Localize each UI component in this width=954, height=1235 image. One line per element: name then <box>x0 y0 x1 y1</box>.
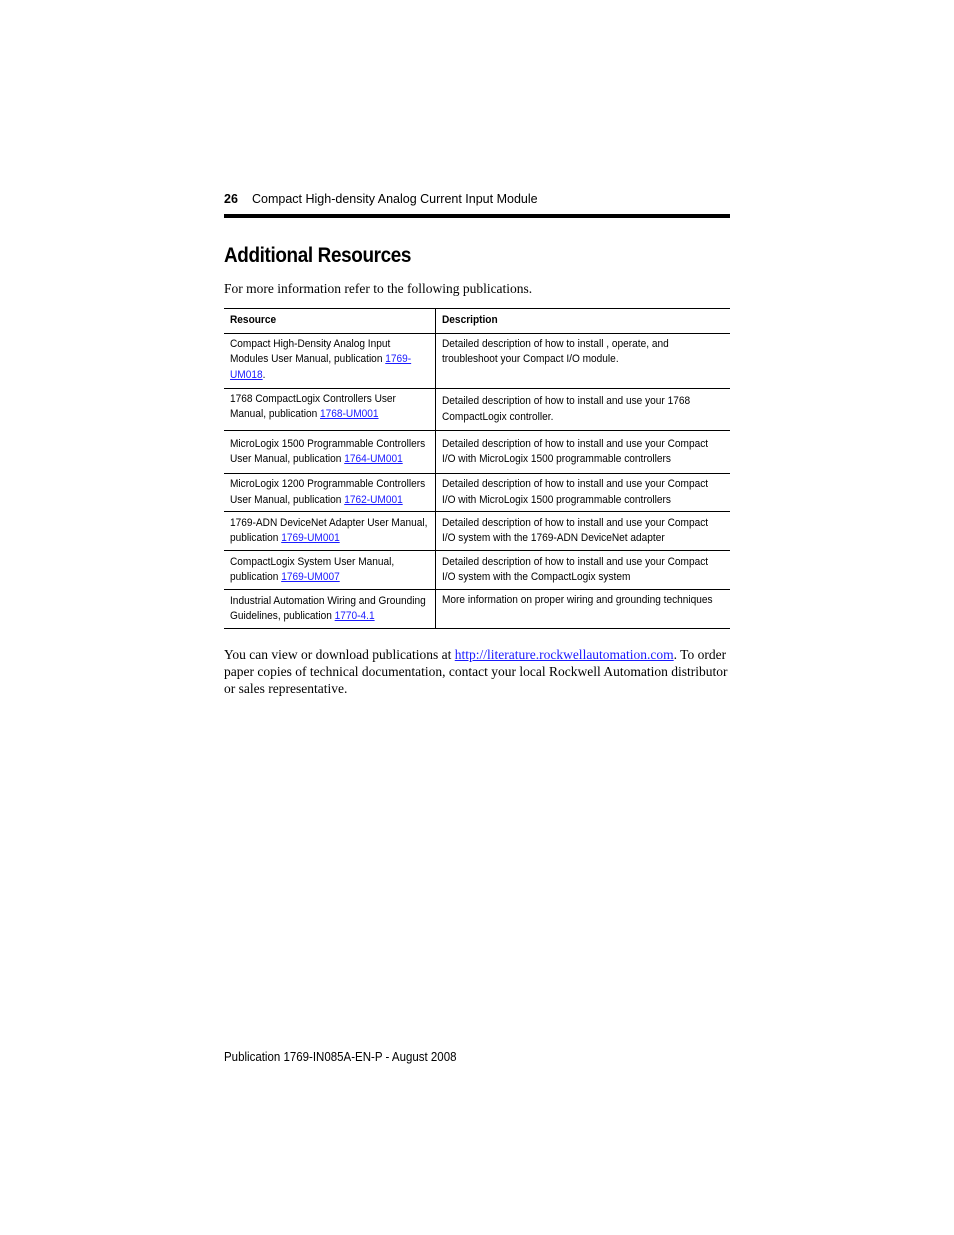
description-cell: Detailed description of how to install and use your Compact I/O system with the 1769-ADN DeviceNet adapter <box>436 512 731 551</box>
resource-cell: MicroLogix 1500 Programmable Controllers User Manual, publication 1764-UM001 <box>224 431 436 474</box>
publication-link[interactable]: 1770-4.1 <box>334 610 375 622</box>
table-row <box>224 551 730 590</box>
publication-footer: Publication 1769-IN085A-EN-P - August 2008 <box>224 1050 457 1064</box>
description-cell: Detailed description of how to install and use your Compact I/O with MicroLogix 1500 programmable controllers <box>436 431 731 474</box>
publication-link[interactable]: 1764-UM001 <box>344 453 403 465</box>
table-row <box>224 512 730 551</box>
description-cell: Detailed description of how to install and use your Compact I/O with MicroLogix 1500 programmable controllers <box>436 474 731 512</box>
resource-cell: MicroLogix 1200 Programmable Controllers User Manual, publication 1762-UM001 <box>224 474 436 512</box>
table-row <box>224 590 730 629</box>
publication-link[interactable]: 1769-UM007 <box>281 571 340 583</box>
column-header-resource: Resource <box>224 309 436 334</box>
description-cell: More information on proper wiring and grounding techniques <box>436 590 731 629</box>
table-row <box>224 474 730 512</box>
closing-paragraph: You can view or download publications at http://literature.rockwellautomation.com. To order paper copies of technical documentation, contact your local Rockwell Automation distributor or sales representative. <box>224 647 728 696</box>
resources-table <box>224 308 730 629</box>
publication-link[interactable]: 1769-UM001 <box>281 532 340 544</box>
resource-cell: 1768 CompactLogix Controllers User Manual, publication 1768-UM001 <box>224 389 436 431</box>
description-cell: Detailed description of how to install , operate, and troubleshoot your Compact I/O module. <box>436 334 731 389</box>
running-title: Compact High-density Analog Current Input Module <box>252 192 538 206</box>
table-row <box>224 389 730 431</box>
page-number: 26 <box>224 192 238 206</box>
table-header-row <box>224 309 730 334</box>
publication-link[interactable]: 1762-UM001 <box>344 493 403 506</box>
publication-link[interactable]: 1769-UM018 <box>230 353 412 381</box>
resource-cell: Compact High-Density Analog Input Modules User Manual, publication 1769-UM018. <box>224 334 436 389</box>
description-cell: Detailed description of how to install and use your 1768 CompactLogix controller. <box>436 389 731 431</box>
table-row <box>224 431 730 474</box>
resource-cell: Industrial Automation Wiring and Grounding Guidelines, publication 1770-4.1 <box>224 590 436 629</box>
publication-link[interactable]: 1768-UM001 <box>320 408 379 421</box>
section-title: Additional Resources <box>224 244 412 267</box>
intro-text: For more information refer to the following publications. <box>224 281 533 296</box>
table-row <box>224 334 730 389</box>
literature-link[interactable]: http://literature.rockwellautomation.com <box>454 647 674 662</box>
running-header <box>224 192 730 210</box>
resource-cell: CompactLogix System User Manual, publication 1769-UM007 <box>224 551 436 590</box>
header-rule <box>224 214 730 218</box>
column-header-description: Description <box>436 309 731 334</box>
resource-cell: 1769-ADN DeviceNet Adapter User Manual, publication 1769-UM001 <box>224 512 436 551</box>
description-cell: Detailed description of how to install and use your Compact I/O system with the CompactLogix system <box>436 551 731 590</box>
